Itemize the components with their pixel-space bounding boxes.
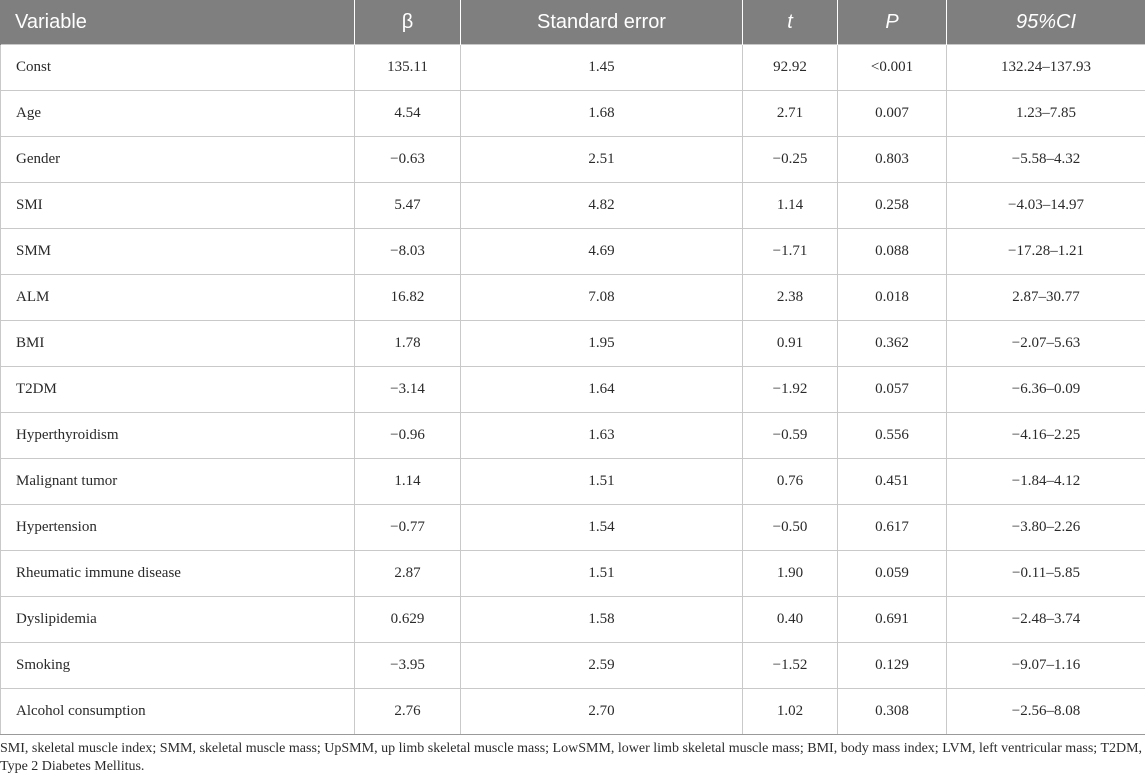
cell-95ci: −9.07–1.16 bbox=[947, 643, 1145, 689]
cell-beta: 135.11 bbox=[355, 45, 461, 91]
cell-t: −0.50 bbox=[743, 505, 838, 551]
cell-variable: Malignant tumor bbox=[1, 459, 355, 505]
table-row bbox=[1, 597, 1145, 643]
cell-95ci: −2.07–5.63 bbox=[947, 321, 1145, 367]
cell-beta: 2.87 bbox=[355, 551, 461, 597]
cell-standard-error: 1.54 bbox=[461, 505, 743, 551]
cell-standard-error: 1.58 bbox=[461, 597, 743, 643]
cell-t: 2.38 bbox=[743, 275, 838, 321]
cell-p: 0.057 bbox=[838, 367, 947, 413]
cell-95ci: −3.80–2.26 bbox=[947, 505, 1145, 551]
cell-variable: Gender bbox=[1, 137, 355, 183]
table-row bbox=[1, 459, 1145, 505]
table-row bbox=[1, 183, 1145, 229]
cell-t: 92.92 bbox=[743, 45, 838, 91]
table-footnote: SMI, skeletal muscle index; SMM, skeletal muscle mass; UpSMM, up limb skeletal muscle mass; LowSMM, lower limb skeletal muscle mass; BMI, body mass index; LVM, left ventricular mass; T2DM, Type 2 Diabetes Mellitus. bbox=[0, 741, 1143, 774]
cell-95ci: 2.87–30.77 bbox=[947, 275, 1145, 321]
cell-t: 1.90 bbox=[743, 551, 838, 597]
cell-t: 0.40 bbox=[743, 597, 838, 643]
cell-variable: Hypertension bbox=[1, 505, 355, 551]
cell-beta: −0.96 bbox=[355, 413, 461, 459]
cell-beta: 1.14 bbox=[355, 459, 461, 505]
table-row bbox=[1, 321, 1145, 367]
cell-95ci: −17.28–1.21 bbox=[947, 229, 1145, 275]
cell-standard-error: 1.64 bbox=[461, 367, 743, 413]
cell-beta: −0.63 bbox=[355, 137, 461, 183]
table-body bbox=[1, 45, 1145, 735]
cell-t: 0.76 bbox=[743, 459, 838, 505]
table-row bbox=[1, 137, 1145, 183]
cell-95ci: −5.58–4.32 bbox=[947, 137, 1145, 183]
header-standard-error: Standard error bbox=[461, 0, 743, 45]
table-row bbox=[1, 413, 1145, 459]
table-row bbox=[1, 45, 1145, 91]
cell-beta: 2.76 bbox=[355, 689, 461, 735]
cell-p: 0.018 bbox=[838, 275, 947, 321]
cell-standard-error: 1.51 bbox=[461, 551, 743, 597]
cell-95ci: −2.56–8.08 bbox=[947, 689, 1145, 735]
cell-variable: Dyslipidemia bbox=[1, 597, 355, 643]
cell-p: 0.451 bbox=[838, 459, 947, 505]
cell-variable: SMI bbox=[1, 183, 355, 229]
table-row bbox=[1, 367, 1145, 413]
cell-p: 0.258 bbox=[838, 183, 947, 229]
cell-standard-error: 2.51 bbox=[461, 137, 743, 183]
cell-95ci: −1.84–4.12 bbox=[947, 459, 1145, 505]
cell-standard-error: 1.63 bbox=[461, 413, 743, 459]
cell-beta: 16.82 bbox=[355, 275, 461, 321]
cell-beta: 1.78 bbox=[355, 321, 461, 367]
cell-standard-error: 1.45 bbox=[461, 45, 743, 91]
cell-p: 0.308 bbox=[838, 689, 947, 735]
cell-95ci: −4.03–14.97 bbox=[947, 183, 1145, 229]
cell-variable: Alcohol consumption bbox=[1, 689, 355, 735]
table-row bbox=[1, 643, 1145, 689]
header-p: P bbox=[838, 0, 947, 45]
cell-beta: −3.14 bbox=[355, 367, 461, 413]
cell-standard-error: 7.08 bbox=[461, 275, 743, 321]
cell-t: −1.92 bbox=[743, 367, 838, 413]
cell-standard-error: 2.59 bbox=[461, 643, 743, 689]
cell-standard-error: 4.82 bbox=[461, 183, 743, 229]
cell-variable: ALM bbox=[1, 275, 355, 321]
cell-variable: Smoking bbox=[1, 643, 355, 689]
cell-95ci: −2.48–3.74 bbox=[947, 597, 1145, 643]
cell-t: 1.02 bbox=[743, 689, 838, 735]
table-row bbox=[1, 91, 1145, 137]
cell-p: 0.059 bbox=[838, 551, 947, 597]
cell-p: 0.007 bbox=[838, 91, 947, 137]
cell-t: 0.91 bbox=[743, 321, 838, 367]
cell-t: −1.71 bbox=[743, 229, 838, 275]
cell-standard-error: 1.68 bbox=[461, 91, 743, 137]
cell-p: 0.691 bbox=[838, 597, 947, 643]
cell-standard-error: 2.70 bbox=[461, 689, 743, 735]
cell-p: <0.001 bbox=[838, 45, 947, 91]
table-row bbox=[1, 689, 1145, 735]
cell-95ci: −4.16–2.25 bbox=[947, 413, 1145, 459]
table-row bbox=[1, 275, 1145, 321]
cell-t: 2.71 bbox=[743, 91, 838, 137]
cell-95ci: −6.36–0.09 bbox=[947, 367, 1145, 413]
cell-beta: 5.47 bbox=[355, 183, 461, 229]
cell-t: −1.52 bbox=[743, 643, 838, 689]
cell-beta: −8.03 bbox=[355, 229, 461, 275]
cell-beta: 4.54 bbox=[355, 91, 461, 137]
cell-beta: 0.629 bbox=[355, 597, 461, 643]
cell-beta: −3.95 bbox=[355, 643, 461, 689]
cell-t: −0.59 bbox=[743, 413, 838, 459]
header-beta: β bbox=[355, 0, 461, 45]
header-variable: Variable bbox=[1, 0, 355, 45]
cell-p: 0.617 bbox=[838, 505, 947, 551]
table-row bbox=[1, 505, 1145, 551]
cell-variable: T2DM bbox=[1, 367, 355, 413]
cell-standard-error: 1.95 bbox=[461, 321, 743, 367]
cell-p: 0.362 bbox=[838, 321, 947, 367]
cell-variable: Rheumatic immune disease bbox=[1, 551, 355, 597]
cell-beta: −0.77 bbox=[355, 505, 461, 551]
header-95ci: 95%CI bbox=[947, 0, 1145, 45]
cell-95ci: −0.11–5.85 bbox=[947, 551, 1145, 597]
cell-p: 0.129 bbox=[838, 643, 947, 689]
cell-variable: SMM bbox=[1, 229, 355, 275]
cell-p: 0.803 bbox=[838, 137, 947, 183]
cell-variable: Hyperthyroidism bbox=[1, 413, 355, 459]
table-header bbox=[1, 0, 1145, 45]
cell-standard-error: 4.69 bbox=[461, 229, 743, 275]
header-row bbox=[1, 0, 1145, 45]
cell-standard-error: 1.51 bbox=[461, 459, 743, 505]
cell-95ci: 132.24–137.93 bbox=[947, 45, 1145, 91]
cell-variable: Const bbox=[1, 45, 355, 91]
cell-95ci: 1.23–7.85 bbox=[947, 91, 1145, 137]
header-t: t bbox=[743, 0, 838, 45]
cell-p: 0.088 bbox=[838, 229, 947, 275]
cell-p: 0.556 bbox=[838, 413, 947, 459]
cell-t: 1.14 bbox=[743, 183, 838, 229]
cell-variable: Age bbox=[1, 91, 355, 137]
cell-variable: BMI bbox=[1, 321, 355, 367]
table-row bbox=[1, 229, 1145, 275]
cell-t: −0.25 bbox=[743, 137, 838, 183]
table-row bbox=[1, 551, 1145, 597]
